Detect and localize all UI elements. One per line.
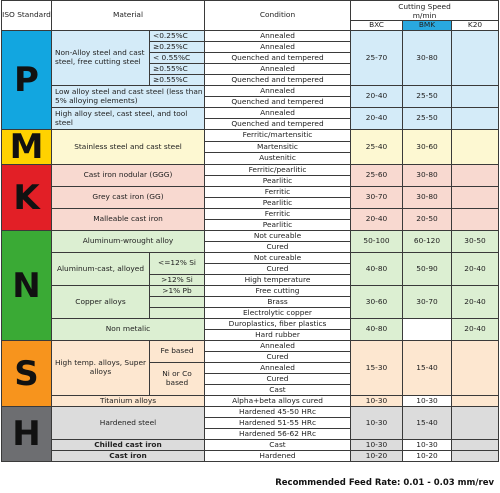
material-name: Low alloy steel and cast steel (less than 5% alloying elements) <box>52 86 205 108</box>
material-name: Stainless steel and cast steel <box>52 130 205 165</box>
k20-value <box>452 31 499 86</box>
table-row <box>2 108 499 119</box>
bmk-value: 30-80 <box>403 31 452 86</box>
material-name: Hardened steel <box>52 407 205 440</box>
bmk-value: 30-60 <box>403 130 452 165</box>
bxc-value: 20-40 <box>351 108 403 130</box>
feed-rate-footnote: Recommended Feed Rate: 0.01 - 0.03 mm/rev <box>275 478 494 488</box>
material-name: High temp. alloys, Super alloys <box>52 341 150 396</box>
material-sub <box>150 297 205 308</box>
condition-cell: Pearlitic <box>205 176 351 187</box>
k20-value <box>452 130 499 165</box>
bxc-value: 30-70 <box>351 187 403 209</box>
material-sub: Fe based <box>150 341 205 363</box>
k20-value <box>452 209 499 231</box>
material-name: Aluminum-cast, alloyed <box>52 253 150 286</box>
material-sub: ≥0.55%C <box>150 64 205 75</box>
condition-cell: Cured <box>205 264 351 275</box>
cutting-speed-table <box>1 0 499 462</box>
bmk-value: 25-50 <box>403 108 452 130</box>
grade-bmk-header: BMK <box>403 21 452 31</box>
grade-k20-header: K20 <box>452 21 499 31</box>
material-sub <box>150 308 205 319</box>
material-sub: ≥0.55%C <box>150 75 205 86</box>
condition-cell: Annealed <box>205 86 351 97</box>
material-name: Malleable cast iron <box>52 209 205 231</box>
k20-value <box>452 440 499 451</box>
material-sub: < 0.55%C <box>150 53 205 64</box>
k20-value <box>452 451 499 462</box>
condition-cell: Quenched and tempered <box>205 97 351 108</box>
condition-cell: Annealed <box>205 341 351 352</box>
material-name: Grey cast iron (GG) <box>52 187 205 209</box>
group-n <box>2 231 499 341</box>
condition-cell: Brass <box>205 297 351 308</box>
condition-cell: Quenched and tempered <box>205 53 351 64</box>
bmk-value <box>403 319 452 341</box>
condition-cell: Cured <box>205 374 351 385</box>
material-name: Chilled cast iron <box>52 440 205 451</box>
table-row <box>2 253 499 264</box>
condition-cell: Cured <box>205 242 351 253</box>
material-name: Aluminum-wrought alloy <box>52 231 205 253</box>
table-row <box>2 319 499 330</box>
condition-cell: Pearlitic <box>205 198 351 209</box>
condition-cell: Duroplastics, fiber plastics <box>205 319 351 330</box>
k20-value: 20-40 <box>452 253 499 286</box>
bxc-value: 25-70 <box>351 31 403 86</box>
bxc-value: 25-40 <box>351 130 403 165</box>
cutting-speed-header <box>351 1 499 21</box>
bxc-value: 20-40 <box>351 209 403 231</box>
table-row <box>2 286 499 297</box>
bxc-value: 15-30 <box>351 341 403 396</box>
bmk-value: 30-70 <box>403 286 452 319</box>
condition-cell: Not cureable <box>205 253 351 264</box>
iso-letter-p: P <box>2 31 52 130</box>
condition-cell: Electrolytic copper <box>205 308 351 319</box>
table-row <box>2 31 499 42</box>
material-sub: <0.25%C <box>150 31 205 42</box>
material-name: Non-Alloy steel and cast steel, free cutting steel <box>52 31 150 86</box>
bmk-value: 25-50 <box>403 86 452 108</box>
condition-cell: Ferritic <box>205 209 351 220</box>
k20-value <box>452 396 499 407</box>
table-row <box>2 187 499 198</box>
iso-letter-m: M <box>2 130 52 165</box>
condition-cell: Ferritic/pearlitic <box>205 165 351 176</box>
material-name: Non metalic <box>52 319 205 341</box>
bmk-value: 10-30 <box>403 396 452 407</box>
bmk-value: 20-50 <box>403 209 452 231</box>
iso-letter-k: K <box>2 165 52 231</box>
k20-value <box>452 341 499 396</box>
condition-cell: Hard rubber <box>205 330 351 341</box>
table-row <box>2 165 499 176</box>
condition-cell: Cast <box>205 440 351 451</box>
material-name: High alloy steel, cast steel, and tool steel <box>52 108 205 130</box>
k20-value <box>452 86 499 108</box>
table-row <box>2 86 499 97</box>
condition-header: Condition <box>205 1 351 31</box>
bmk-value: 15-40 <box>403 341 452 396</box>
condition-cell: Annealed <box>205 31 351 42</box>
k20-value: 30-50 <box>452 231 499 253</box>
condition-cell: Quenched and tempered <box>205 75 351 86</box>
group-k <box>2 165 499 231</box>
bxc-value: 20-40 <box>351 86 403 108</box>
bxc-value: 40-80 <box>351 253 403 286</box>
k20-value: 20-40 <box>452 319 499 341</box>
group-p <box>2 31 499 130</box>
condition-cell: Not cureable <box>205 231 351 242</box>
bmk-value: 30-80 <box>403 187 452 209</box>
bxc-value: 30-60 <box>351 286 403 319</box>
condition-cell: Annealed <box>205 363 351 374</box>
bmk-value: 10-30 <box>403 440 452 451</box>
condition-cell: Ferritic/martensitic <box>205 130 351 142</box>
group-s <box>2 341 499 407</box>
condition-cell: Free cutting <box>205 286 351 297</box>
material-sub: ≥0.25%C <box>150 42 205 53</box>
k20-value <box>452 165 499 187</box>
condition-cell: Ferritic <box>205 187 351 198</box>
k20-value <box>452 407 499 440</box>
group-m <box>2 130 499 165</box>
bmk-value: 30-80 <box>403 165 452 187</box>
table-row <box>2 341 499 352</box>
condition-cell: High temperature <box>205 275 351 286</box>
bxc-value: 10-30 <box>351 407 403 440</box>
material-name: Titanium alloys <box>52 396 205 407</box>
condition-cell: Hardened 45-50 HRc <box>205 407 351 418</box>
material-sub: >1% Pb <box>150 286 205 297</box>
iso-letter-n: N <box>2 231 52 341</box>
k20-value <box>452 187 499 209</box>
material-name: Copper alloys <box>52 286 150 319</box>
group-h <box>2 407 499 462</box>
condition-cell: Martensitic <box>205 141 351 153</box>
bmk-value: 50-90 <box>403 253 452 286</box>
iso-standard-header: ISO Standard <box>2 1 52 31</box>
condition-cell: Annealed <box>205 64 351 75</box>
condition-cell: Hardened 56-62 HRc <box>205 429 351 440</box>
header-row-1 <box>2 1 499 21</box>
material-header: Material <box>52 1 205 31</box>
bxc-value: 40-80 <box>351 319 403 341</box>
iso-letter-h: H <box>2 407 52 462</box>
k20-value <box>452 108 499 130</box>
material-sub: >12% Si <box>150 275 205 286</box>
bxc-value: 50-100 <box>351 231 403 253</box>
bxc-value: 10-20 <box>351 451 403 462</box>
table-row <box>2 231 499 242</box>
condition-cell: Hardened 51-55 HRc <box>205 418 351 429</box>
table-row <box>2 440 499 451</box>
material-name: Cast iron nodular (GGG) <box>52 165 205 187</box>
table-row <box>2 407 499 418</box>
condition-cell: Austenitic <box>205 153 351 165</box>
bmk-value: 10-20 <box>403 451 452 462</box>
bmk-value: 15-40 <box>403 407 452 440</box>
condition-cell: Quenched and tempered <box>205 119 351 130</box>
material-sub: <=12% Si <box>150 253 205 275</box>
table-row <box>2 209 499 220</box>
condition-cell: Annealed <box>205 42 351 53</box>
condition-cell: Pearlitic <box>205 220 351 231</box>
bxc-value: 25-60 <box>351 165 403 187</box>
bmk-value: 60-120 <box>403 231 452 253</box>
table-row <box>2 451 499 462</box>
cutting-speed-label: Cutting Speed <box>398 1 451 11</box>
condition-cell: Cured <box>205 352 351 363</box>
condition-cell: Alpha+beta alloys cured <box>205 396 351 407</box>
table-row <box>2 396 499 407</box>
material-sub: Ni or Co based <box>150 363 205 396</box>
bxc-value: 10-30 <box>351 396 403 407</box>
iso-letter-s: S <box>2 341 52 407</box>
condition-cell: Annealed <box>205 108 351 119</box>
bxc-value: 10-30 <box>351 440 403 451</box>
table-row <box>2 130 499 142</box>
k20-value: 20-40 <box>452 286 499 319</box>
material-name: Cast iron <box>52 451 205 462</box>
cutting-speed-unit: m/min <box>412 10 437 20</box>
condition-cell: Hardened <box>205 451 351 462</box>
grade-bxc-header: BXC <box>351 21 403 31</box>
condition-cell: Cast <box>205 385 351 396</box>
